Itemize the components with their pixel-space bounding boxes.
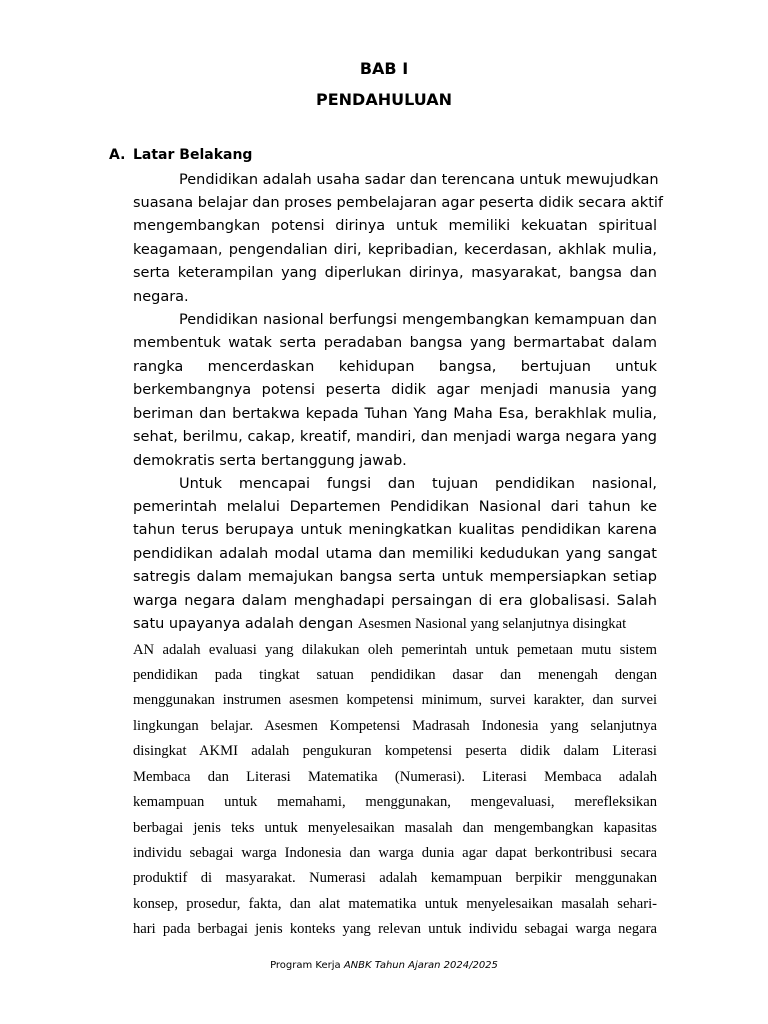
paragraph-line: AN adalah evaluasi yang dilakukan oleh pemerintah untuk pemetaan mutu sistem <box>133 642 657 658</box>
footer-prefix: Program Kerja <box>270 960 344 971</box>
paragraph-line: beriman dan bertakwa kepada Tuhan Yang Maha Esa, berakhlak mulia, <box>133 406 657 422</box>
paragraph-line: Pendidikan adalah usaha sadar dan terencana untuk mewujudkan <box>179 172 659 188</box>
paragraph-line: Membaca dan Literasi Matematika (Numerasi). Literasi Membaca adalah <box>133 769 657 785</box>
paragraph-line: serta keterampilan yang diperlukan dirinya, masyarakat, bangsa dan <box>133 265 657 281</box>
section-title: Latar Belakang <box>133 147 253 163</box>
paragraph-line: kemampuan untuk memahami, menggunakan, mengevaluasi, merefleksikan <box>133 794 657 810</box>
footer-italic: ANBK Tahun Ajaran 2024/2025 <box>343 960 498 971</box>
paragraph-line: tahun terus berupaya untuk meningkatkan kualitas pendidikan karena <box>133 522 657 538</box>
paragraph-line: suasana belajar dan proses pembelajaran agar peserta didik secara aktif <box>133 195 664 211</box>
paragraph-line: individu sebagai warga Indonesia dan warga dunia agar dapat berkontribusi secara <box>133 845 657 861</box>
paragraph-line: pemerintah melalui Departemen Pendidikan Nasional dari tahun ke <box>133 499 657 515</box>
paragraph-line-mixed <box>133 614 657 634</box>
paragraph-line: keagamaan, pengendalian diri, kepribadian, kecerdasan, akhlak mulia, <box>133 242 657 258</box>
paragraph-line: pendidikan pada tingkat satuan pendidikan dasar dan menengah dengan <box>133 667 657 683</box>
paragraph-line: lingkungan belajar. Asesmen Kompetensi Madrasah Indonesia yang selanjutnya <box>133 718 657 734</box>
section-heading <box>109 147 252 163</box>
paragraph-line: satregis dalam memajukan bangsa serta untuk mempersiapkan setiap <box>133 569 657 585</box>
paragraph-line: hari pada berbagai jenis konteks yang relevan untuk individu sebagai warga negara <box>133 921 657 937</box>
paragraph-line: mengembangkan potensi dirinya untuk memiliki kekuatan spiritual <box>133 218 657 234</box>
paragraph-line: demokratis serta bertanggung jawab. <box>133 453 407 469</box>
paragraph-line: warga negara dalam menghadapi persaingan di era globalisasi. Salah <box>133 593 657 609</box>
paragraph-line: konsep, prosedur, fakta, dan alat matematika untuk menyelesaikan masalah sehari- <box>133 896 657 912</box>
paragraph-line: membentuk watak serta peradaban bangsa yang bermartabat dalam <box>133 335 657 351</box>
paragraph-line: sehat, berilmu, cakap, kreatif, mandiri, dan menjadi warga negara yang <box>133 429 657 445</box>
paragraph-line: pendidikan adalah modal utama dan memiliki kedudukan yang sangat <box>133 546 657 562</box>
section-number: A. <box>109 147 126 163</box>
sans-fragment: satu upayanya adalah dengan <box>133 616 358 632</box>
paragraph-line: berkembangnya potensi peserta didik agar menjadi manusia yang <box>133 382 657 398</box>
paragraph-line: negara. <box>133 289 189 305</box>
paragraph-line: menggunakan instrumen asesmen kompetensi minimum, survei karakter, dan survei <box>133 692 657 708</box>
paragraph-line: berbagai jenis teks untuk menyelesaikan masalah dan mengembangkan kapasitas <box>133 820 657 836</box>
paragraph-line: Untuk mencapai fungsi dan tujuan pendidikan nasional, <box>179 476 657 492</box>
paragraph-line: rangka mencerdaskan kehidupan bangsa, bertujuan untuk <box>133 359 657 375</box>
serif-fragment: Asesmen Nasional yang selanjutnya disingkat <box>357 616 627 632</box>
paragraph-line: produktif di masyarakat. Numerasi adalah kemampuan berpikir menggunakan <box>133 870 657 886</box>
paragraph-line: disingkat AKMI adalah pengukuran kompetensi peserta didik dalam Literasi <box>133 743 657 759</box>
chapter-number: BAB I <box>359 59 409 78</box>
chapter-title: PENDAHULUAN <box>316 90 452 109</box>
paragraph-line: Pendidikan nasional berfungsi mengembangkan kemampuan dan <box>179 312 657 328</box>
page-footer <box>0 960 768 971</box>
